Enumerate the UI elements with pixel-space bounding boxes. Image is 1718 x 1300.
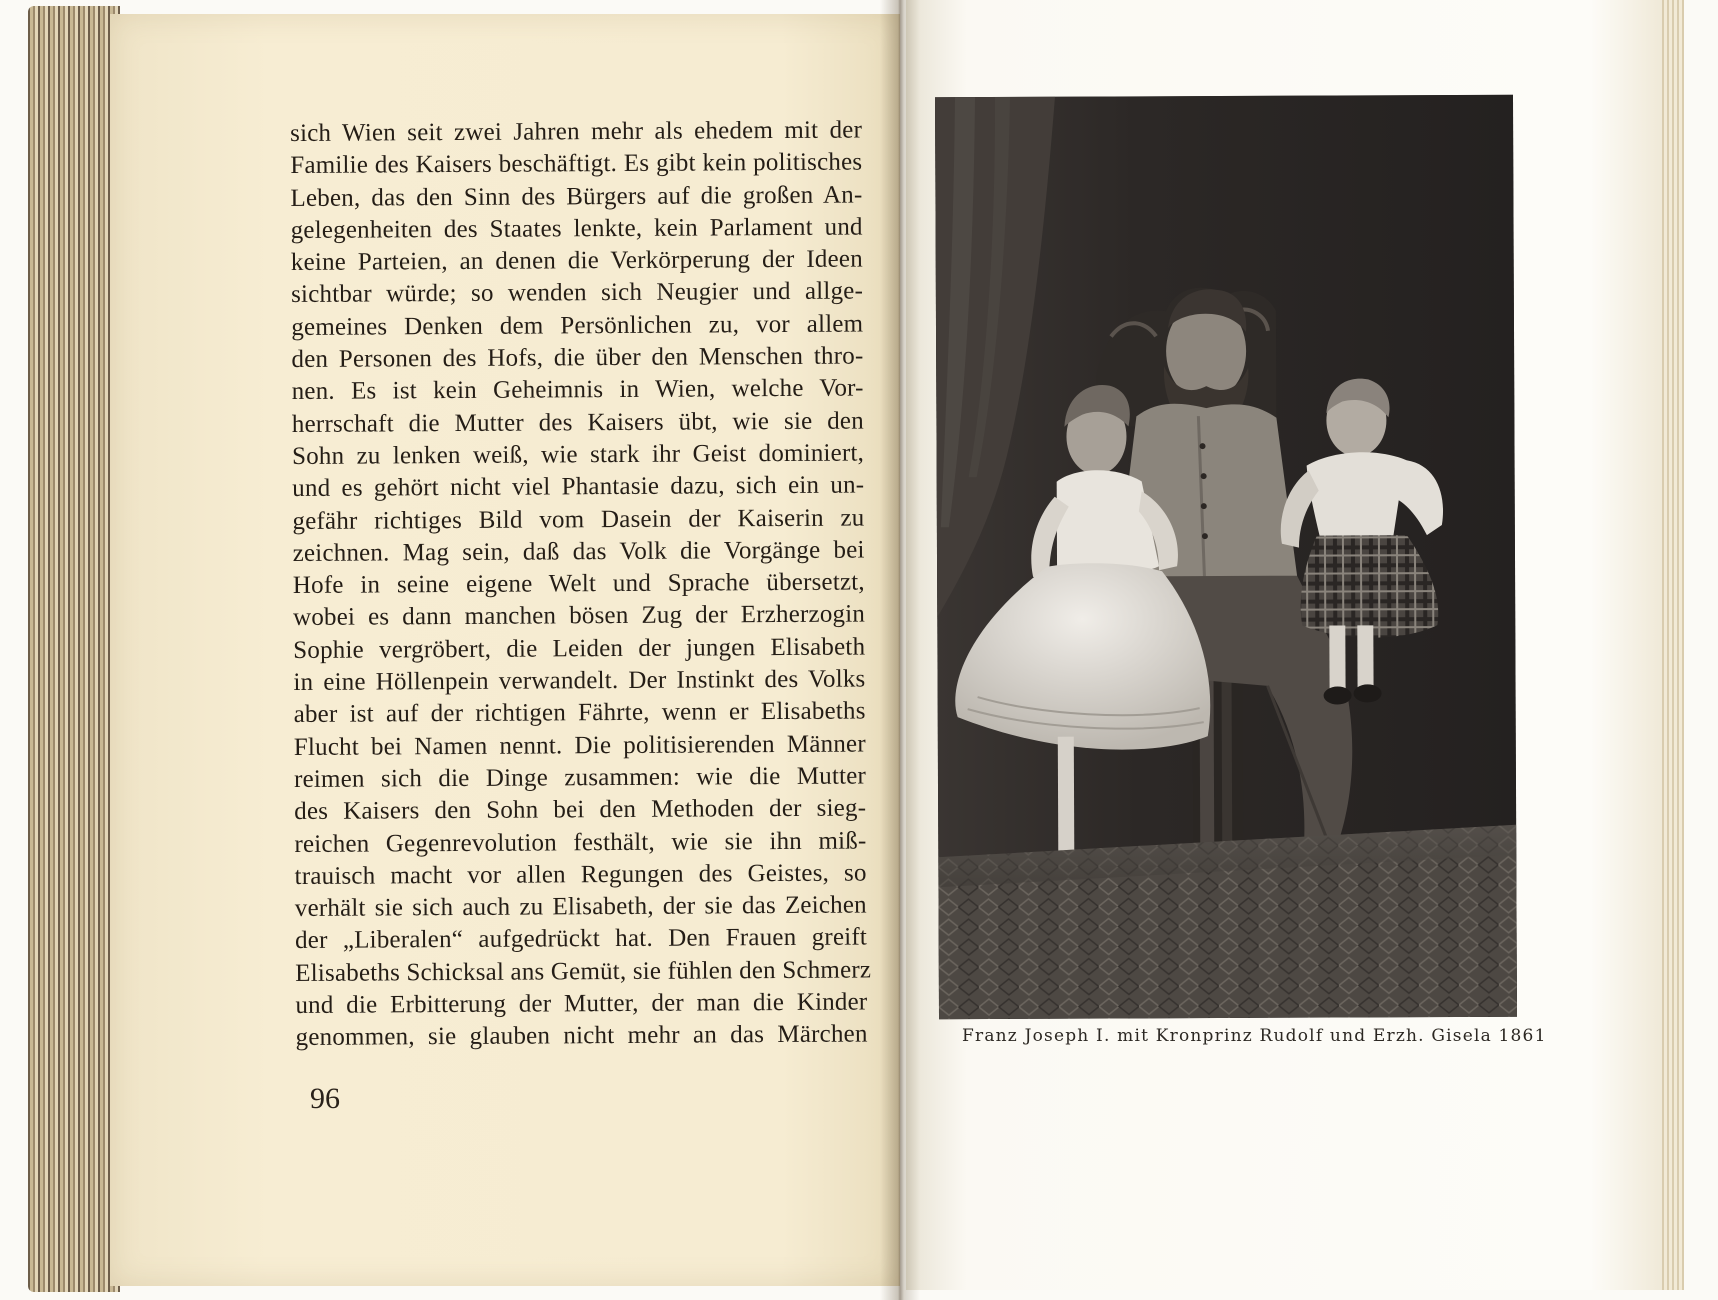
text-line: gemeines Denken dem Persönlichen zu, vor allem [291,310,864,341]
text-line: und es gehört nicht viel Phantasie dazu, sich ein un- [292,471,865,503]
text-line: trauisch macht vor allen Regungen des Geistes, so [294,859,867,890]
text-line: gefähr richtiges Bild vom Dasein der Kaiserin zu [292,504,865,535]
text-line: sichtbar würde; so wenden sich Neugier und allge- [290,277,864,309]
text-line: in eine Höllenpein verwandelt. Der Instinkt des Volks [293,665,866,697]
text-line: aber ist auf der richtigen Fährte, wenn er Elisabeths [293,697,866,729]
text-line: herrschaft die Mutter des Kaisers übt, wie sie den [291,407,864,438]
text-line: wobei es dann manchen bösen Zug der Erzherzogin [292,600,866,632]
family-portrait-photo [935,95,1517,1020]
text-line: Sohn zu lenken weiß, wie stark ihr Geist dominiert, [291,439,865,470]
text-line: Elisabeths Schicksal ans Gemüt, sie fühlen den Schmerz [295,956,872,987]
text-line: reimen sich die Dinge zusammen: wie die Mutter [293,762,867,793]
photo-caption: Franz Joseph I. mit Kronprinz Rudolf und Erzh. Gisela 1861 [962,1026,1547,1046]
text-line: zeichnen. Mag sein, daß das Volk die Vorgänge bei [292,536,865,567]
text-line: den Personen des Hofs, die über den Menschen thro- [291,342,864,374]
text-line: Familie des Kaisers beschäftigt. Es gibt kein politisches [290,148,863,180]
page-number: 96 [310,1082,340,1115]
text-line: reichen Gegenrevolution festhält, wie sie ihn miß- [294,827,867,858]
text-line: gelegenheiten des Staates lenkte, kein Parlament und [290,213,863,244]
text-line: Hofe in seine eigene Welt und Sprache übersetzt, [292,568,865,600]
text-line: nen. Es ist kein Geheimnis in Wien, welche Vor- [291,374,864,406]
text-line: verhält sie sich auch zu Elisabeth, der sie das Zeichen [294,891,867,923]
text-line: genommen, sie glauben nicht mehr an das Märchen [295,1020,868,1052]
body-text [290,115,872,1055]
text-line: der „Liberalen“ aufgedrückt hat. Den Frauen greift [294,923,868,955]
text-line: sich Wien seit zwei Jahren mehr als ehedem mit der [290,116,863,147]
text-line: und die Erbitterung der Mutter, der man die Kinder [295,988,868,1019]
text-line: Flucht bei Namen nennt. Die politisierenden Männer [293,730,866,761]
text-line: keine Parteien, an denen die Verkörperung der Ideen [290,245,863,277]
text-line: des Kaisers den Sohn bei den Methoden der sieg- [294,794,867,826]
book-spine [880,0,920,1300]
text-line: Sophie vergröbert, die Leiden der jungen Elisabeth [293,633,866,664]
text-line: Leben, das den Sinn des Bürgers auf die großen An- [290,181,863,212]
left-page-edges [28,6,120,1292]
right-page-edges [1662,0,1684,1290]
